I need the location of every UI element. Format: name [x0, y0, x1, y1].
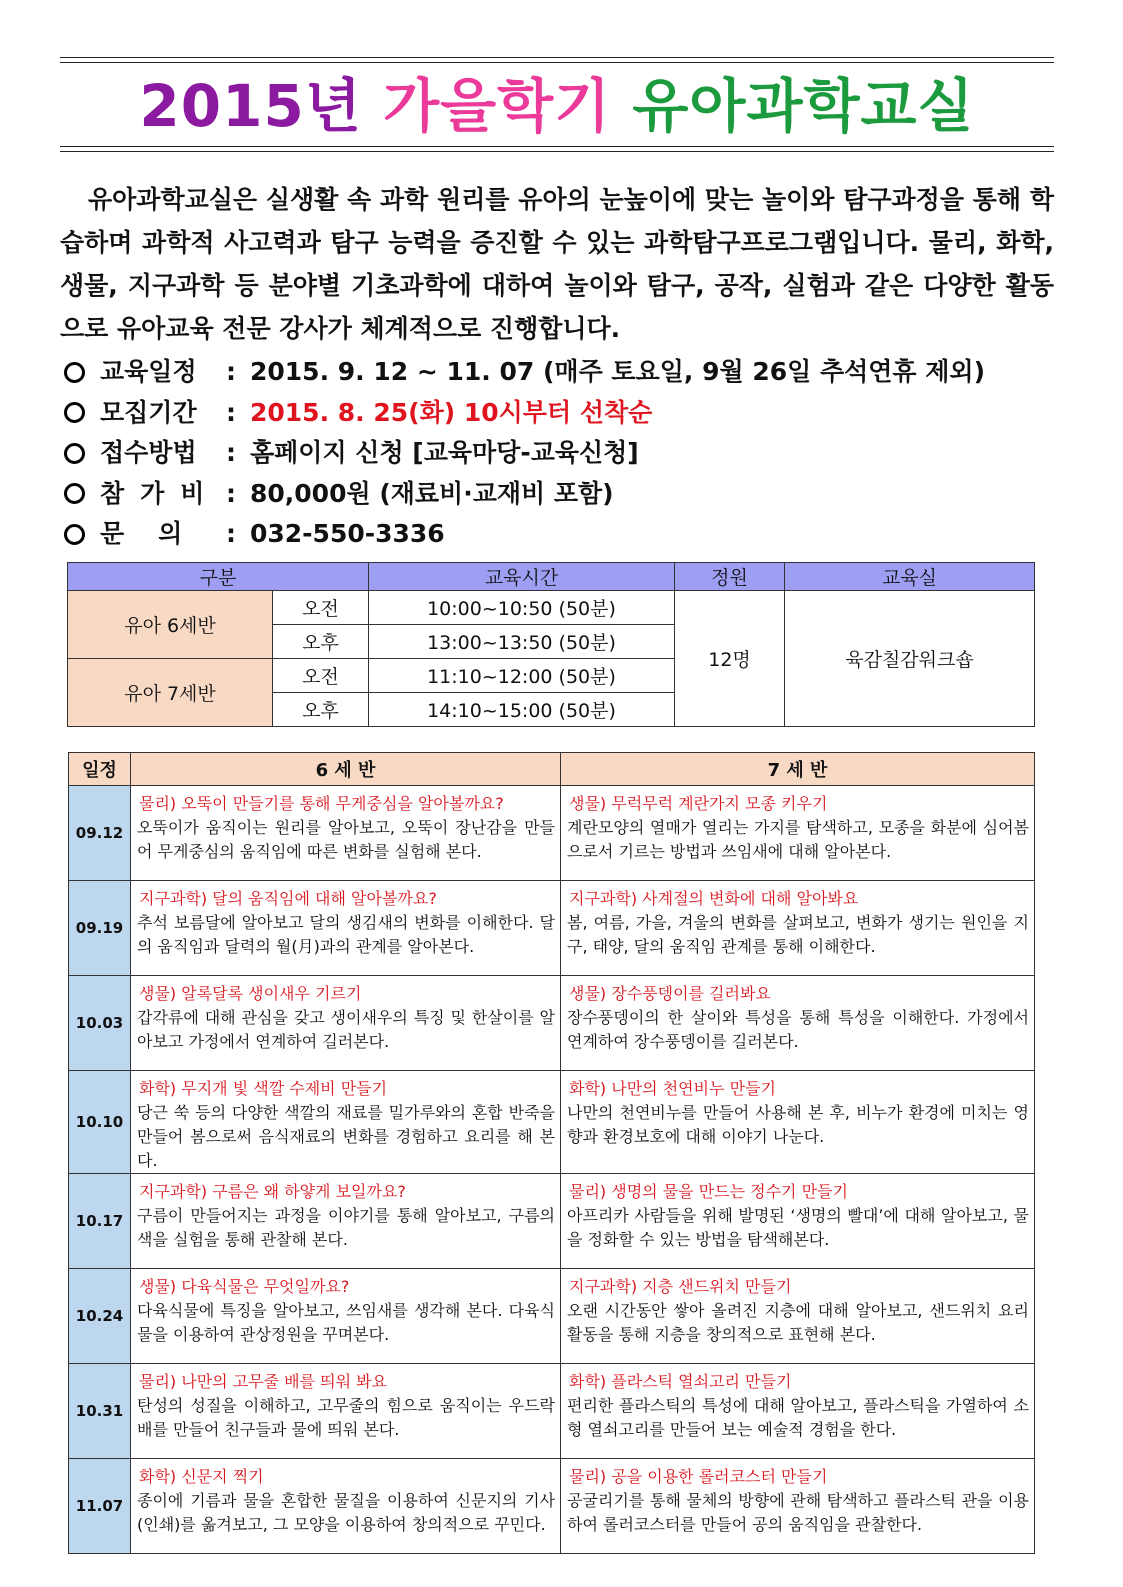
title-season: 가을학기 — [383, 72, 612, 140]
circle-bullet-icon — [64, 402, 85, 423]
info-label: 문의 — [100, 519, 217, 548]
top-rule-1 — [60, 57, 1054, 58]
table-row — [69, 881, 1035, 976]
activity-title: 물리) 나만의 고무줄 배를 띄워 봐요 — [139, 1372, 388, 1391]
circle-bullet-icon — [64, 362, 85, 383]
activity-title: 지구과학) 구름은 왜 하얗게 보일까요? — [139, 1182, 406, 1201]
activity-title: 생물) 무럭무럭 계란가지 모종 키우기 — [569, 794, 828, 813]
info-label: 참가비 — [100, 478, 221, 508]
header-division: 구분 — [68, 563, 369, 591]
activity-title: 지구과학) 달의 움직임에 대해 알아볼까요? — [139, 889, 437, 908]
activity-title: 생물) 장수풍뎅이를 길러봐요 — [569, 984, 771, 1003]
info-contact: 문의 : 032-550-3336 — [60, 514, 1060, 555]
activity-cell-c7 — [561, 786, 1035, 881]
activity-title: 물리) 오뚝이 만들기를 통해 무게중심을 알아볼까요? — [139, 794, 504, 813]
info-list — [60, 352, 1060, 555]
schedule-date: 10.24 — [69, 1269, 131, 1364]
activity-desc: 당근 쑥 등의 다양한 색깔의 재료를 밀가루와의 혼합 반죽을 만들어 봄으로써 음식재료의 변화를 경험하고 요리를 해 본다. — [137, 1103, 555, 1170]
session-time: 13:00~13:50 (50분) — [369, 625, 675, 659]
header-room: 교육실 — [785, 563, 1035, 591]
activity-cell-c6 — [131, 1269, 561, 1364]
activity-cell-c7 — [561, 1269, 1035, 1364]
table-row — [69, 1364, 1035, 1459]
title-year: 2015년 — [139, 72, 362, 140]
activity-title: 지구과학) 사계절의 변화에 대해 알아봐요 — [569, 889, 859, 908]
intro-paragraph — [60, 178, 1054, 350]
activity-desc: 오뚝이가 움직이는 원리를 알아보고, 오뚝이 장난감을 만들어 무게중심의 움직임에 따른 변화를 실험해 본다. — [137, 818, 555, 861]
activity-desc: 종이에 기름과 물을 혼합한 물질을 이용하여 신문지의 기사(인쇄)를 옮겨보고, 그 모양을 이용하여 창의적으로 꾸민다. — [137, 1491, 555, 1534]
title-name: 유아과학교실 — [632, 72, 975, 140]
activity-desc: 나만의 천연비누를 만들어 사용해 본 후, 비누가 환경에 미치는 영향과 환경보호에 대해 이야기 나눈다. — [567, 1103, 1029, 1146]
info-value: 2015. 9. 12 ~ 11. 07 (매주 토요일, 9월 26일 추석연휴 제외) — [250, 357, 986, 386]
period: 오전 — [273, 591, 369, 625]
activity-cell-c7 — [561, 976, 1035, 1071]
info-label: 교육일정 — [100, 357, 197, 386]
activity-cell-c6 — [131, 1174, 561, 1269]
activity-title: 화학) 플라스틱 열쇠고리 만들기 — [569, 1372, 792, 1391]
circle-bullet-icon — [64, 483, 85, 504]
class-table — [67, 562, 1035, 727]
info-apply: 접수방법 : 홈페이지 신청 [교육마당-교육신청] — [60, 433, 1060, 474]
info-fee: 참가비 : 80,000원 (재료비·교재비 포함) — [60, 474, 1060, 515]
activity-desc: 공굴리기를 통해 물체의 방향에 관해 탐색하고 플라스틱 관을 이용하여 롤러코스터를 만들어 공의 움직임을 관찰한다. — [567, 1491, 1029, 1534]
table-row — [68, 591, 1035, 625]
page-title — [60, 66, 1054, 146]
group-7: 유아 7세반 — [68, 659, 273, 727]
activity-title: 화학) 나만의 천연비누 만들기 — [569, 1079, 776, 1098]
activity-cell-c6 — [131, 786, 561, 881]
activity-desc: 구름이 만들어지는 과정을 이야기를 통해 알아보고, 구름의 색을 실험을 통해 관찰해 본다. — [137, 1206, 555, 1249]
activity-title: 생물) 알록달록 생이새우 기르기 — [139, 984, 362, 1003]
activity-cell-c6 — [131, 1364, 561, 1459]
table-row — [69, 1459, 1035, 1554]
table-row — [69, 1174, 1035, 1269]
period: 오후 — [273, 693, 369, 727]
title-rule-1 — [60, 146, 1054, 147]
title-rule-2 — [60, 151, 1054, 152]
activity-cell-c7 — [561, 1071, 1035, 1174]
info-label: 접수방법 — [100, 438, 197, 467]
activity-cell-c7 — [561, 881, 1035, 976]
activity-desc: 다육식물에 특징을 알아보고, 쓰임새를 생각해 본다. 다육식물을 이용하여 관상정원을 꾸며본다. — [137, 1301, 555, 1344]
period: 오전 — [273, 659, 369, 693]
table-row — [69, 1269, 1035, 1364]
activity-desc: 탄성의 성질을 이해하고, 고무줄의 힘으로 움직이는 우드락 배를 만들어 친구들과 물에 띄워 본다. — [137, 1396, 555, 1439]
schedule-date: 11.07 — [69, 1459, 131, 1554]
activity-cell-c7 — [561, 1459, 1035, 1554]
schedule-table — [68, 752, 1035, 1554]
group-6: 유아 6세반 — [68, 591, 273, 659]
activity-title: 생물) 다육식물은 무엇일까요? — [139, 1277, 350, 1296]
activity-desc: 장수풍뎅이의 한 살이와 특성을 통해 특성을 이해한다. 가정에서 연계하여 장수풍뎅이를 길러본다. — [567, 1008, 1029, 1051]
schedule-date: 09.12 — [69, 786, 131, 881]
session-time: 11:10~12:00 (50분) — [369, 659, 675, 693]
info-value: 2015. 8. 25(화) 10시부터 선착순 — [250, 397, 653, 427]
info-value: 80,000원 (재료비·교재비 포함) — [250, 478, 614, 508]
activity-title: 화학) 신문지 찍기 — [139, 1467, 264, 1486]
schedule-date: 10.17 — [69, 1174, 131, 1269]
header-time: 교육시간 — [369, 563, 675, 591]
activity-cell-c7 — [561, 1174, 1035, 1269]
activity-desc: 오랜 시간동안 쌓아 올려진 지층에 대해 알아보고, 샌드위치 요리활동을 통해 지층을 창의적으로 표현해 본다. — [567, 1301, 1029, 1344]
activity-cell-c6 — [131, 1071, 561, 1174]
info-schedule: 교육일정 : 2015. 9. 12 ~ 11. 07 (매주 토요일, 9월 26일 추석연휴 제외) — [60, 352, 1060, 393]
activity-desc: 아프리카 사람들을 위해 발명된 ‘생명의 빨대’에 대해 알아보고, 물을 정화할 수 있는 방법을 탐색해본다. — [567, 1206, 1029, 1249]
info-recruit: 모집기간 : 2015. 8. 25(화) 10시부터 선착순 — [60, 393, 1060, 434]
capacity-value: 12명 — [675, 591, 785, 727]
table-row — [69, 1071, 1035, 1174]
activity-title: 지구과학) 지층 샌드위치 만들기 — [569, 1277, 792, 1296]
header-date: 일정 — [69, 753, 131, 786]
activity-cell-c6 — [131, 881, 561, 976]
top-rule-2 — [60, 62, 1054, 63]
activity-cell-c6 — [131, 1459, 561, 1554]
room-value: 육감칠감워크숍 — [785, 591, 1035, 727]
schedule-date: 09.19 — [69, 881, 131, 976]
circle-bullet-icon — [64, 443, 85, 464]
schedule-date: 10.10 — [69, 1071, 131, 1174]
activity-desc: 봄, 여름, 가을, 겨울의 변화를 살펴보고, 변화가 생기는 원인을 지구, 태양, 달의 움직임 관계를 통해 이해한다. — [567, 913, 1029, 956]
schedule-date: 10.31 — [69, 1364, 131, 1459]
intro-text: 유아과학교실은 실생활 속 과학 원리를 유아의 눈높이에 맞는 놀이와 탐구과정을 통해 학습하며 과학적 사고력과 탐구 능력을 증진할 수 있는 과학탐구프로그램입니다. 물리, 화학, 생물, 지구과학 등 분야별 기초과학에 대하여 놀이와 탐구, 공작, 실험과 같은 다양한 활동으로 유아교육 전문 강사가 체계적으로 진행합니다. — [60, 185, 1054, 343]
info-label: 모집기간 — [100, 397, 197, 427]
info-value: 032-550-3336 — [250, 519, 445, 548]
schedule-date: 10.03 — [69, 976, 131, 1071]
activity-title: 화학) 무지개 빛 색깔 수제비 만들기 — [139, 1079, 388, 1098]
circle-bullet-icon — [64, 524, 85, 545]
header-class7: 7 세 반 — [561, 753, 1035, 786]
activity-desc: 계란모양의 열매가 열리는 가지를 탐색하고, 모종을 화분에 심어봄으로서 기르는 방법과 쓰임새에 대해 알아본다. — [567, 818, 1029, 861]
table-row — [69, 786, 1035, 881]
info-value: 홈페이지 신청 [교육마당-교육신청] — [250, 438, 639, 467]
activity-desc: 추석 보름달에 알아보고 달의 생김새의 변화를 이해한다. 달의 움직임과 달력의 월(月)과의 관계를 알아본다. — [137, 913, 555, 956]
activity-desc: 갑각류에 대해 관심을 갖고 생이새우의 특징 및 한살이를 알아보고 가정에서 연계하여 길러본다. — [137, 1008, 555, 1051]
activity-title: 물리) 생명의 물을 만드는 정수기 만들기 — [569, 1182, 848, 1201]
session-time: 10:00~10:50 (50분) — [369, 591, 675, 625]
session-time: 14:10~15:00 (50분) — [369, 693, 675, 727]
activity-cell-c7 — [561, 1364, 1035, 1459]
header-capacity: 정원 — [675, 563, 785, 591]
table-row — [69, 976, 1035, 1071]
header-class6: 6 세 반 — [131, 753, 561, 786]
activity-title: 물리) 공을 이용한 롤러코스터 만들기 — [569, 1467, 828, 1486]
activity-desc: 편리한 플라스틱의 특성에 대해 알아보고, 플라스틱을 가열하여 소형 열쇠고리를 만들어 보는 예술적 경험을 한다. — [567, 1396, 1029, 1439]
activity-cell-c6 — [131, 976, 561, 1071]
period: 오후 — [273, 625, 369, 659]
